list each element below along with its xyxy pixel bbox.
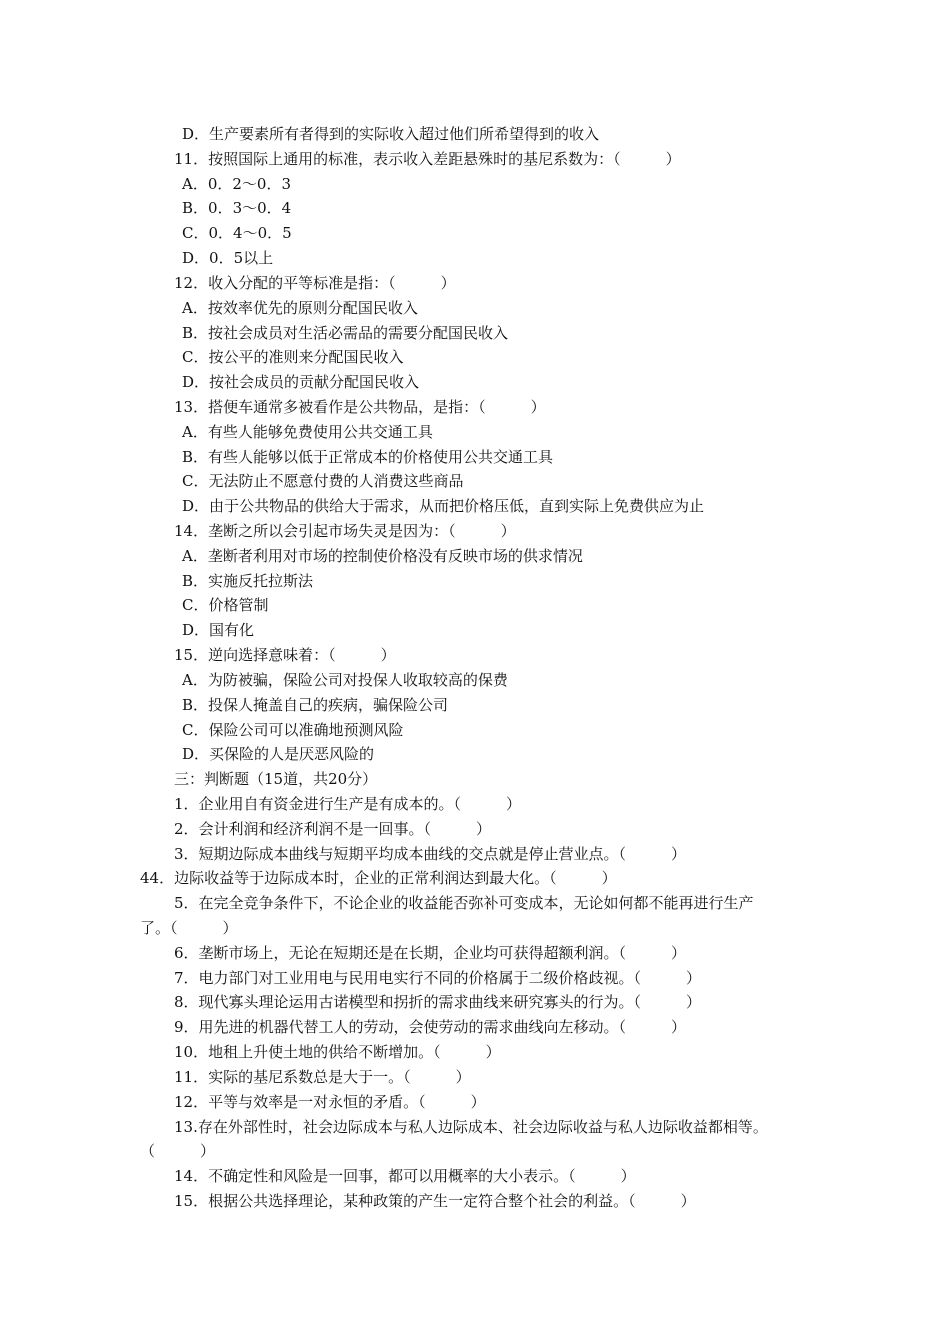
- question-line: 9．用先进的机器代替工人的劳动，会使劳动的需求曲线向左移动。（ ）: [174, 1018, 687, 1037]
- question-line: 44．边际收益等于边际成本时，企业的正常利润达到最大化。（ ）: [140, 869, 617, 888]
- option-line: D．国有化: [182, 621, 255, 640]
- question-line: 15．根据公共选择理论，某种政策的产生一定符合整个社会的利益。（ ）: [174, 1191, 696, 1210]
- question-line: 14．不确定性和风险是一回事，都可以用概率的大小表示。（ ）: [174, 1167, 636, 1186]
- option-line: D．生产要素所有者得到的实际收入超过他们所希望得到的收入: [182, 125, 600, 143]
- question-line: 了。（ ）: [140, 919, 238, 937]
- question-line: 15．逆向选择意味着：（ ）: [174, 646, 396, 665]
- option-line: B．0．3～0．4: [182, 199, 292, 218]
- question-line: 10．地租上升使土地的供给不断增加。（ ）: [174, 1043, 501, 1062]
- question-line: 8．现代寡头理论运用古诺模型和拐折的需求曲线来研究寡头的行为。（ ）: [174, 993, 702, 1012]
- question-line: 13.存在外部性时，社会边际成本与私人边际成本、社会边际收益与私人边际收益都相等。: [174, 1117, 768, 1136]
- option-line: B．投保人掩盖自己的疾病，骗保险公司: [182, 695, 449, 714]
- question-line: 5．在完全竞争条件下，不论企业的收益能否弥补可变成本，无论如何都不能再进行生产: [174, 894, 754, 913]
- question-line: 3．短期边际成本曲线与短期平均成本曲线的交点就是停止营业点。（ ）: [174, 844, 687, 863]
- option-line: D．买保险的人是厌恶风险的: [182, 745, 375, 764]
- question-line: 13．搭便车通常多被看作是公共物品，是指：（ ）: [174, 397, 546, 416]
- option-line: A．垄断者利用对市场的控制使价格没有反映市场的供求情况: [182, 546, 583, 565]
- option-line: A．0．2～0．3: [182, 174, 292, 193]
- question-line: 12．平等与效率是一对永恒的矛盾。（ ）: [174, 1092, 486, 1111]
- option-line: A．按效率优先的原则分配国民收入: [182, 298, 418, 317]
- option-line: A．有些人能够免费使用公共交通工具: [182, 422, 433, 441]
- option-line: C．保险公司可以准确地预测风险: [182, 720, 404, 739]
- option-line: D．0．5以上: [182, 249, 274, 268]
- question-line: （ ）: [140, 1142, 216, 1161]
- question-line: 三：判断题（15道，共20分）: [174, 770, 378, 789]
- question-line: 2．会计利润和经济利润不是一回事。（ ）: [174, 819, 492, 838]
- option-line: B．有些人能够以低于正常成本的价格使用公共交通工具: [182, 447, 554, 466]
- question-line: 1．企业用自有资金进行生产是有成本的。（ ）: [174, 794, 522, 813]
- option-line: C．无法防止不愿意付费的人消费这些商品: [182, 472, 464, 491]
- option-line: A．为防被骗，保险公司对投保人收取较高的保费: [182, 670, 508, 689]
- question-line: 6．垄断市场上，无论在短期还是在长期，企业均可获得超额利润。（ ）: [174, 943, 687, 962]
- option-line: C．价格管制: [182, 596, 269, 615]
- option-line: B．按社会成员对生活必需品的需要分配国民收入: [182, 323, 509, 342]
- option-line: B．实施反托拉斯法: [182, 571, 314, 590]
- question-line: 11．按照国际上通用的标准，表示收入差距悬殊时的基尼系数为：（ ）: [174, 149, 681, 168]
- option-line: C．0．4～0．5: [182, 224, 292, 243]
- option-line: D．按社会成员的贡献分配国民收入: [182, 373, 420, 392]
- question-line: 12．收入分配的平等标准是指：（ ）: [174, 273, 456, 292]
- question-line: 11．实际的基尼系数总是大于一。（ ）: [174, 1067, 471, 1086]
- question-line: 7．电力部门对工业用电与民用电实行不同的价格属于二级价格歧视。（ ）: [174, 968, 702, 987]
- question-list: [0, 122, 950, 1214]
- question-line: 14．垄断之所以会引起市场失灵是因为：（ ）: [174, 522, 516, 540]
- option-line: C．按公平的准则来分配国民收入: [182, 348, 404, 367]
- option-line: D．由于公共物品的供给大于需求，从而把价格压低，直到实际上免费供应为止: [182, 497, 705, 516]
